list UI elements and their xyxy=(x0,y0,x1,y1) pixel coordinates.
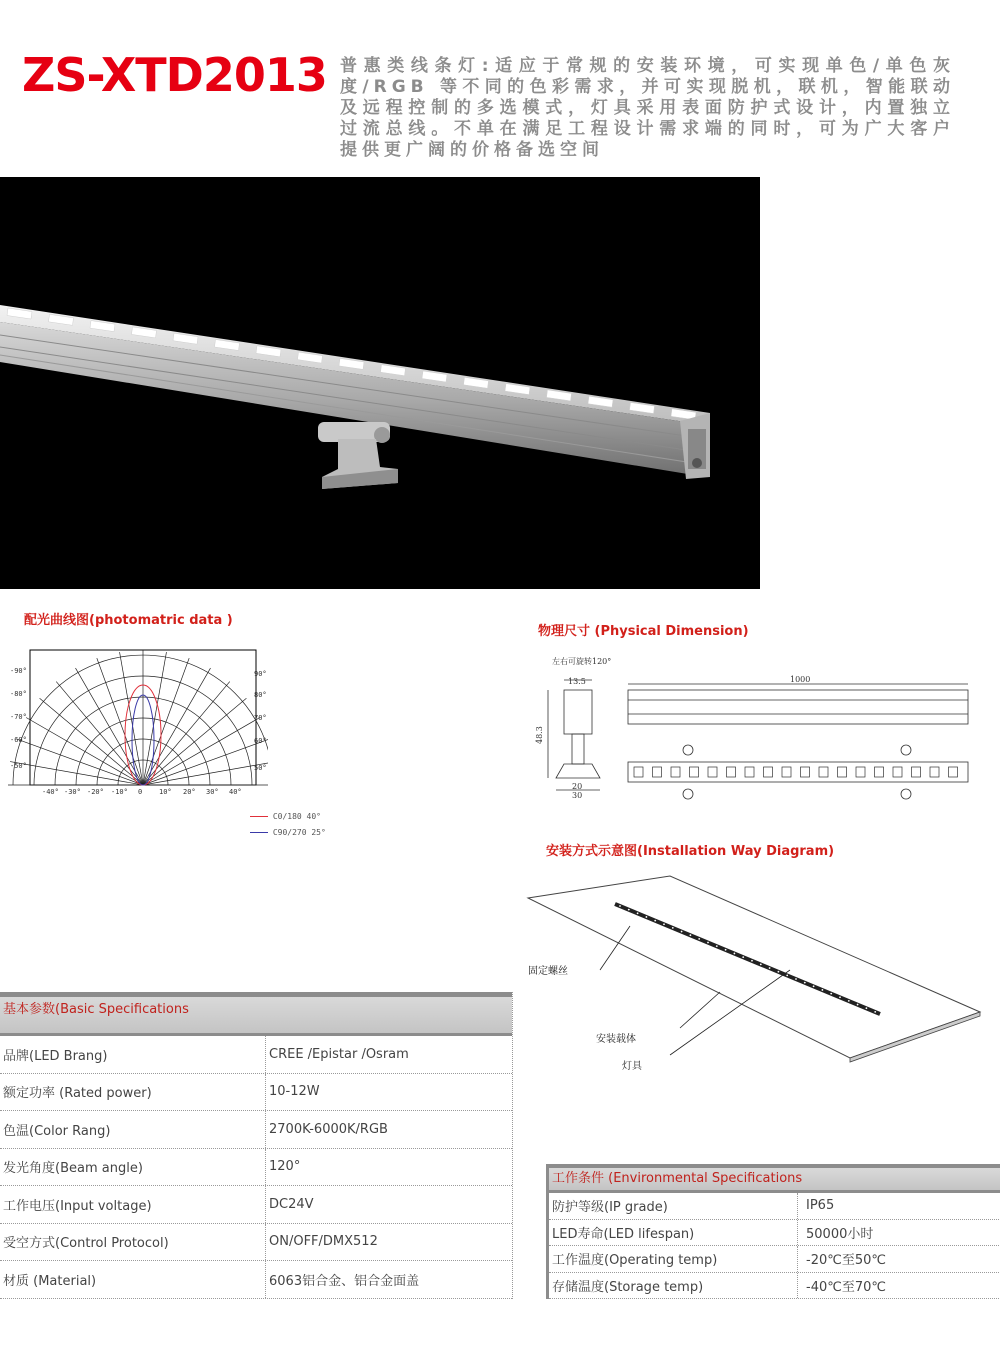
legend-c0 xyxy=(250,812,321,821)
install-led-dot xyxy=(857,1004,859,1006)
left-tick: -50° xyxy=(10,762,27,770)
dim-led-window xyxy=(893,767,902,777)
spec-value: 50000小时 xyxy=(806,1226,874,1242)
right-tick: 50° xyxy=(254,764,267,772)
table-row xyxy=(549,1193,1000,1220)
install-led-dot xyxy=(619,905,621,907)
photometric-chart xyxy=(8,640,268,800)
dim-led-window xyxy=(745,767,754,777)
table-row xyxy=(0,1186,512,1224)
bottom-tick: -30° xyxy=(64,788,81,796)
spec-value: IP65 xyxy=(806,1198,835,1214)
table-row xyxy=(549,1220,1000,1247)
dim-width-top: 13.5 xyxy=(568,677,586,686)
dim-led-window xyxy=(856,767,865,777)
bottom-tick: -40° xyxy=(42,788,59,796)
install-led-dot xyxy=(707,942,709,944)
install-led-dot xyxy=(822,989,824,991)
bottom-tick: -20° xyxy=(87,788,104,796)
spec-value: DC24V xyxy=(269,1196,314,1212)
left-tick: -80° xyxy=(10,690,27,698)
install-led-dot xyxy=(742,956,744,958)
install-diagram xyxy=(520,870,990,1070)
right-tick: 70° xyxy=(254,714,267,722)
install-led-dot xyxy=(725,949,727,951)
spec-key: 存储温度(Storage temp) xyxy=(549,1273,798,1299)
dim-base-a: 20 xyxy=(572,782,583,791)
right-tick: 80° xyxy=(254,691,267,699)
dim-led-window xyxy=(634,767,643,777)
dim-led-window xyxy=(653,767,662,777)
screw-label: 固定螺丝 xyxy=(528,966,568,977)
spec-key: 工作温度(Operating temp) xyxy=(549,1246,798,1272)
table-row xyxy=(0,1261,512,1299)
install-led-dot xyxy=(866,1007,868,1009)
spec-value: -40℃至70℃ xyxy=(806,1279,886,1295)
install-led-dot xyxy=(848,1000,850,1002)
legend-c90 xyxy=(250,828,326,837)
install-led-dot xyxy=(830,993,832,995)
photometric-heading: 配光曲线图(photomatric data ) xyxy=(24,613,233,628)
spec-value: 2700K-6000K/RGB xyxy=(269,1121,388,1137)
install-led-dot xyxy=(672,927,674,929)
dim-led-window xyxy=(875,767,884,777)
bottom-tick: -10° xyxy=(111,788,128,796)
install-led-dot xyxy=(716,945,718,947)
spec-value: 6063铝合金、铝合金面盖 xyxy=(269,1273,420,1289)
spec-key: 防护等级(IP grade) xyxy=(549,1193,798,1219)
spec-key: 材质 (Material) xyxy=(0,1261,266,1298)
install-led-dot xyxy=(769,967,771,969)
spec-value: CREE /Epistar /Osram xyxy=(269,1046,409,1062)
table-row xyxy=(0,1224,512,1262)
dim-led-window xyxy=(930,767,939,777)
table-row xyxy=(0,1036,512,1074)
bottom-tick: 0 xyxy=(138,788,143,796)
dim-led-window xyxy=(708,767,717,777)
spec-key: 色温(Color Rang) xyxy=(0,1111,266,1148)
install-led-dot xyxy=(813,985,815,987)
dimension-heading: 物理尺寸 (Physical Dimension) xyxy=(538,624,749,639)
dim-base-b: 30 xyxy=(572,791,583,800)
env-specs-title: 工作条件 (Environmental Specifications xyxy=(549,1164,1000,1193)
install-led-dot xyxy=(804,982,806,984)
legend-label: C0/180 40° xyxy=(272,812,321,821)
spec-key: 工作电压(Input voltage) xyxy=(0,1186,266,1223)
install-led-dot xyxy=(786,974,788,976)
install-led-dot xyxy=(654,920,656,922)
product-intro: 普惠类线条灯:适应于常规的安装环境，可实现单色/单色灰度/RGB 等不同的色彩需求，并可实现脱机，联机，智能联动及远程控制的多选模式，灯具采用表面防护式设计，内置独立过流总线。不单在满足工程设计需求端的同时，可为广大客户提供更广阔的价格备选空间 xyxy=(340,56,955,160)
dim-led-window xyxy=(671,767,680,777)
dim-led-window xyxy=(838,767,847,777)
bottom-tick: 10° xyxy=(159,788,172,796)
install-led-dot xyxy=(681,931,683,933)
install-led-dot xyxy=(628,909,630,911)
table-row xyxy=(0,1111,512,1149)
install-led-dot xyxy=(760,964,762,966)
dim-led-window xyxy=(764,767,773,777)
dimension-drawing xyxy=(528,650,998,810)
dim-led-window xyxy=(690,767,699,777)
product-photo xyxy=(0,177,760,589)
legend-swatch-red xyxy=(250,816,268,817)
install-led-dot xyxy=(690,934,692,936)
right-tick: 90° xyxy=(254,670,267,678)
install-led-dot xyxy=(663,923,665,925)
spec-key: 发光角度(Beam angle) xyxy=(0,1149,266,1186)
install-led-dot xyxy=(637,912,639,914)
bottom-tick: 40° xyxy=(229,788,242,796)
table-row xyxy=(0,1149,512,1187)
dim-led-window xyxy=(949,767,958,777)
spec-value: 120° xyxy=(269,1159,301,1175)
left-tick: -60° xyxy=(10,736,27,744)
right-tick: 60° xyxy=(254,737,267,745)
install-led-dot xyxy=(795,978,797,980)
install-led-dot xyxy=(874,1011,876,1013)
basic-specs-title: 基本参数(Basic Specifications xyxy=(0,992,512,1036)
dim-led-window xyxy=(819,767,828,777)
table-row xyxy=(0,1074,512,1112)
dim-height: 48.3 xyxy=(535,726,544,744)
dim-led-window xyxy=(782,767,791,777)
env-specs-table xyxy=(546,1164,1000,1299)
spec-value: ON/OFF/DMX512 xyxy=(269,1234,378,1250)
bottom-tick: 20° xyxy=(183,788,196,796)
table-row xyxy=(549,1246,1000,1273)
model-title: ZS-XTD2013 xyxy=(22,48,327,102)
left-tick: -70° xyxy=(10,713,27,721)
spec-key: 额定功率 (Rated power) xyxy=(0,1074,266,1111)
install-led-dot xyxy=(646,916,648,918)
spec-key: 品牌(LED Brang) xyxy=(0,1036,266,1073)
install-led-dot xyxy=(751,960,753,962)
spec-value: -20℃至50℃ xyxy=(806,1253,886,1269)
dim-led-window xyxy=(801,767,810,777)
install-led-dot xyxy=(839,996,841,998)
dim-led-window xyxy=(912,767,921,777)
install-led-dot xyxy=(698,938,700,940)
legend-swatch-blue xyxy=(250,832,268,833)
install-led-dot xyxy=(778,971,780,973)
basic-specs-table xyxy=(0,992,513,1299)
dim-led-window xyxy=(727,767,736,777)
legend-label: C90/270 25° xyxy=(272,828,326,837)
left-tick: -90° xyxy=(10,667,27,675)
spec-key: LED寿命(LED lifespan) xyxy=(549,1220,798,1246)
rotate-note: 左右可旋转120° xyxy=(552,657,612,666)
table-row xyxy=(549,1273,1000,1300)
spec-value: 10-12W xyxy=(269,1084,320,1100)
install-heading: 安装方式示意图(Installation Way Diagram) xyxy=(546,844,835,859)
bottom-tick: 30° xyxy=(206,788,219,796)
install-led-dot xyxy=(734,953,736,955)
spec-key: 受空方式(Control Protocol) xyxy=(0,1224,266,1261)
lamp-label: 灯具 xyxy=(622,1061,642,1070)
carrier-label: 安装载体 xyxy=(596,1034,636,1045)
dim-length: 1000 xyxy=(790,675,811,684)
